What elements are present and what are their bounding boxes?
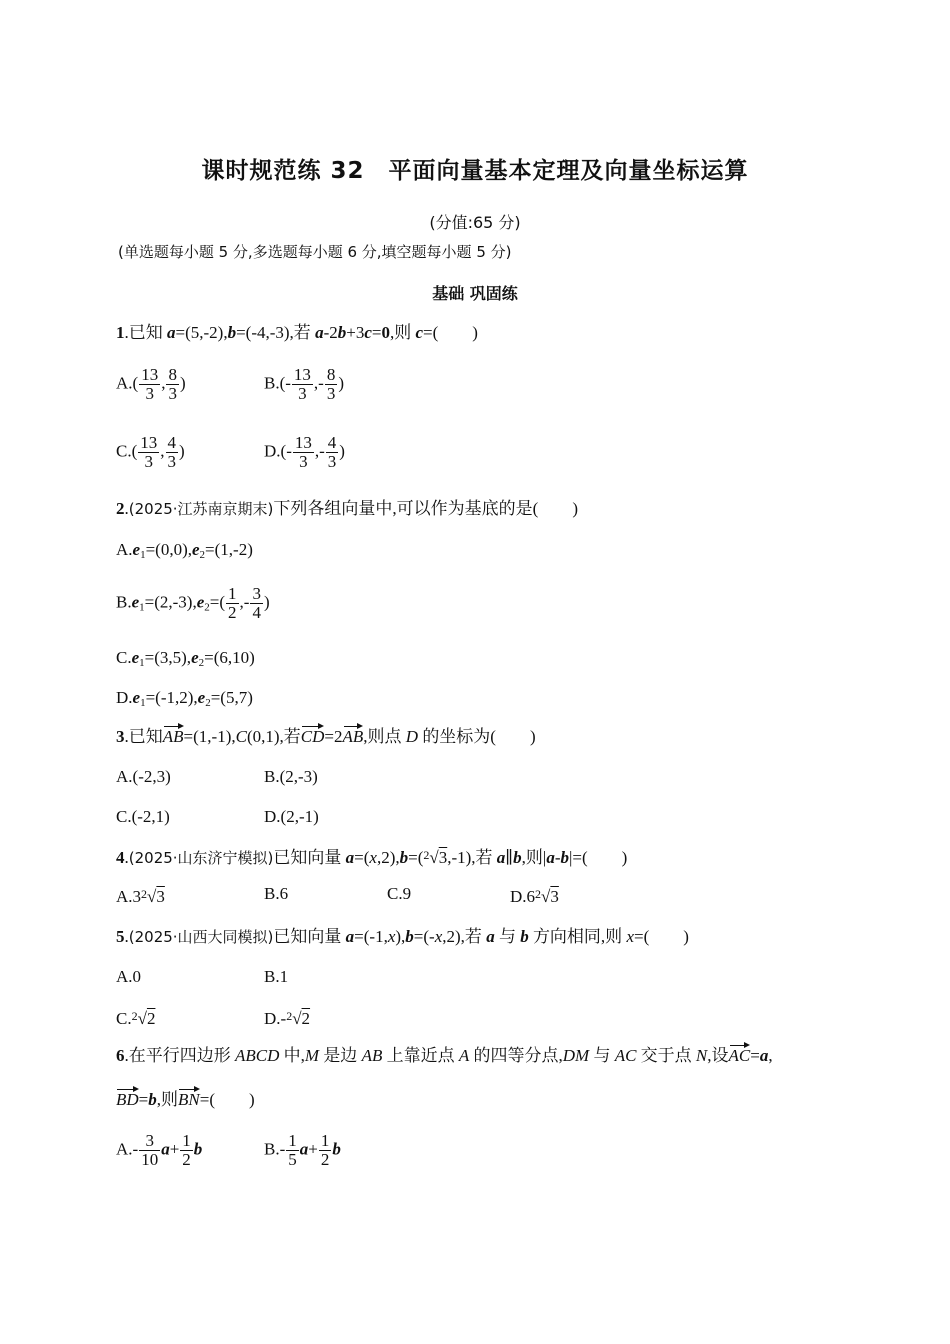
q1-option-b[interactable]: B.(- $\frac{13}{3}$ ,- $\frac{8}{3}$ ) xyxy=(264,365,345,403)
q5-option-a[interactable]: A.0 xyxy=(116,967,142,986)
q2-option-c[interactable]: $C.e_1=(3,5),e_2=(6,10)$ xyxy=(116,648,255,669)
q5-option-c[interactable]: C.$^2$√2 xyxy=(116,1009,156,1028)
question-6-stem: 6.在平行四边形 ABCD 中,M 是边 AB 上靠近点 A 的四等分点,DM 与 AC 交于点 N,设AC=a, xyxy=(116,1043,773,1067)
q3-option-a[interactable]: A.(-2,3) xyxy=(116,767,171,786)
question-6-stem-line2: BD=b,则BN=( ) xyxy=(116,1087,255,1111)
q5-option-b[interactable]: B.1 xyxy=(264,967,289,986)
score-line: (分值:65 分) xyxy=(429,213,521,232)
q2-option-b[interactable]: $B.e_1=(2,-3),e_2=$( $\frac{1}{2}$ ,- $\frac{3}{4}$ ) xyxy=(116,584,270,622)
q3-option-b[interactable]: B.(2,-3) xyxy=(264,767,318,786)
q4-option-b[interactable]: B.6 xyxy=(264,884,289,903)
q4-option-d[interactable]: $D.6^2√3$ xyxy=(510,887,559,906)
q6-option-a[interactable]: A.- $\frac{3}{10}$ a+ $\frac{1}{2}$ b xyxy=(116,1131,203,1169)
q1-option-a[interactable]: A.( $\frac{13}{3}$ , $\frac{8}{3}$ ) xyxy=(116,365,186,403)
section-heading: 基础 巩固练 xyxy=(432,284,518,303)
question-5-stem: 5.(2025·山西大同模拟)已知向量 a=(-1,x),b=(-x,2),若 a 与 b 方向相同,则 x=( ) xyxy=(116,927,689,946)
question-4-stem: 4.(2025·山东济宁模拟)已知向量 a=(x,2),b=($^2$√3,-1),若 a∥b,则|a-b|=( ) xyxy=(116,848,628,867)
question-number: 1 xyxy=(116,323,125,342)
page-title: 课时规范练 32 平面向量基本定理及向量坐标运算 xyxy=(201,158,749,184)
q5-option-d[interactable]: D.-$^2$√2 xyxy=(264,1009,311,1028)
q4-option-a[interactable]: $A.3^2√3$ xyxy=(116,887,165,906)
q2-option-a[interactable]: $A.e_1=(0,0),e_2=(1,-2)$ xyxy=(116,540,253,561)
q2-option-d[interactable]: $D.e_1=(-1,2),e_2=(5,7)$ xyxy=(116,688,253,709)
q3-option-c[interactable]: C.(-2,1) xyxy=(116,807,170,826)
question-2-stem: 2.(2025·江苏南京期末)下列各组向量中,可以作为基底的是( ) xyxy=(116,499,578,518)
q3-option-d[interactable]: D.(2,-1) xyxy=(264,807,319,826)
question-1-stem: 1.已知 a=(5,-2),b=(-4,-3),若 a-2b+3c=0,则 c=( ) xyxy=(116,323,478,342)
q1-option-c[interactable]: C.( $\frac{13}{3}$ , $\frac{4}{3}$ ) xyxy=(116,433,185,471)
q6-option-b[interactable]: B.- $\frac{1}{5}$ a+ $\frac{1}{2}$ b xyxy=(264,1131,341,1169)
q1-option-d[interactable]: D.(- $\frac{13}{3}$ ,- $\frac{4}{3}$ ) xyxy=(264,433,345,471)
question-3-stem: 3.已知AB=(1,-1),C(0,1),若CD=2AB,则点 D 的坐标为( ) xyxy=(116,724,536,748)
instructions: (单选题每小题 5 分,多选题每小题 6 分,填空题每小题 5 分) xyxy=(118,243,512,261)
q4-option-c[interactable]: C.9 xyxy=(387,884,412,903)
